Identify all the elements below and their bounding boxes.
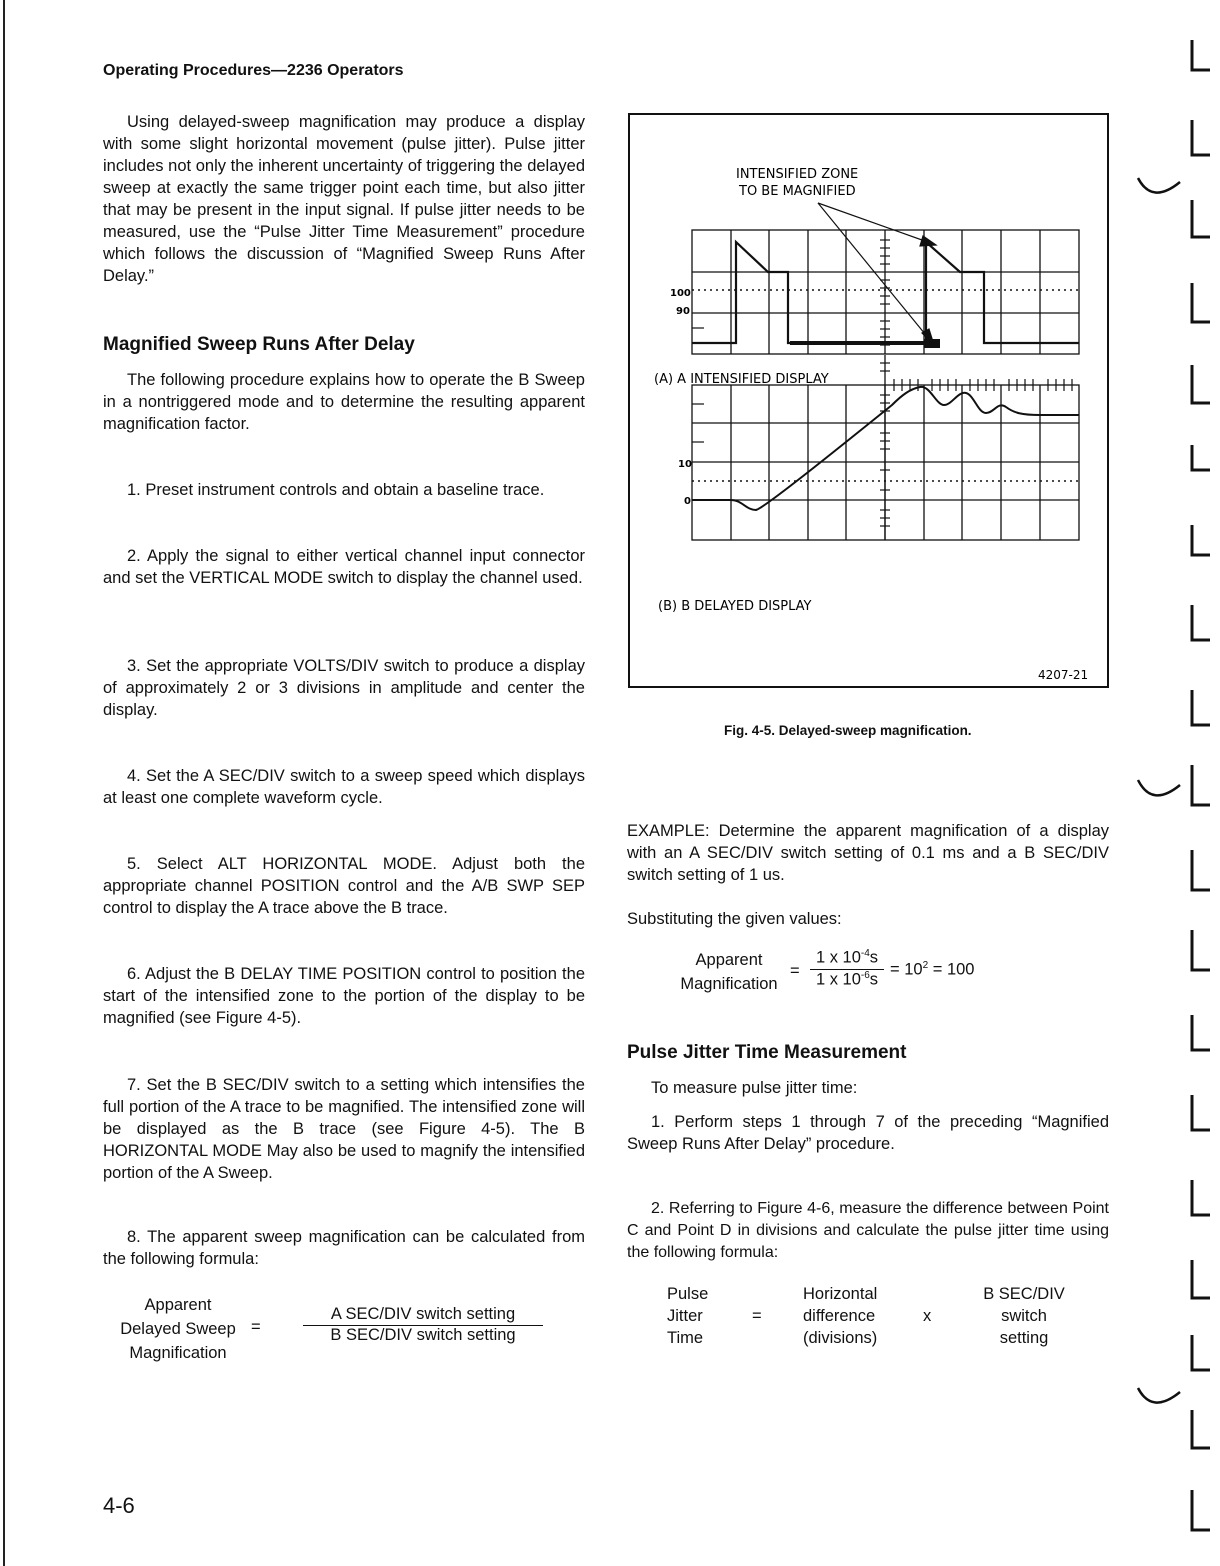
tick-90-label: 90 [676, 306, 690, 317]
tick-100-label: 100 [670, 288, 691, 299]
figure-4-5 [628, 113, 1109, 688]
jitter-col2-line2: difference [803, 1307, 876, 1325]
jitter-col1-line1: Pulse [667, 1285, 709, 1303]
example-lhs-line1: Apparent [695, 951, 763, 969]
example-numerator: 1 x $10^{-4}s$ [810, 948, 884, 970]
section-heading-pulse-jitter: Pulse Jitter Time Measurement [627, 1042, 907, 1063]
formula-equals: = [251, 1318, 261, 1336]
jitter-col2-line1: Horizontal [803, 1285, 878, 1303]
formula-fraction [303, 1305, 543, 1345]
jitter-col1-line2: Jitter [667, 1307, 703, 1325]
jitter-step-2: 2. Referring to Figure 4-6, measure the difference between Point C and Point D in divisions and calculate the pulse jitter time using the following formula: [627, 1200, 1109, 1261]
upper-graticule [692, 230, 1079, 354]
step-1: 1. Preset instrument controls and obtain a baseline trace. [127, 481, 545, 499]
step-2: 2. Apply the signal to either vertical channel input connector and set the VERTICAL MODE switch to display the channel used. [103, 547, 585, 587]
step-7: 7. Set the B SEC/DIV switch to a setting which intensifies the full portion of the A trace to be magnified. The intensified zone will be displayed as the B trace (see Figure 4-5). The B HORIZONTAL MODE May also be used to magnify the intensified portion of the A Sweep. [103, 1076, 585, 1182]
example-result: = $10^2 = 100$ [890, 960, 975, 979]
jitter-times: x [923, 1307, 932, 1325]
binding-edge-marks [1130, 0, 1220, 1566]
example-fraction [810, 948, 884, 989]
jitter-col2-line3: (divisions) [803, 1329, 878, 1347]
jitter-col3-line3: setting [999, 1329, 1049, 1347]
figure-caption: Fig. 4-5. Delayed-sweep magnification. [724, 723, 972, 738]
example-lhs [668, 948, 790, 996]
example-lhs-line2: Magnification [680, 975, 778, 993]
step-5: 5. Select ALT HORIZONTAL MODE. Adjust both the appropriate channel POSITION control and the A/B SWP SEP control to display the A trace above the B trace. [103, 855, 585, 917]
running-header: Operating Procedures—2236 Operators [103, 62, 404, 79]
label-a-intensified-display: (A) A INTENSIFIED DISPLAY [654, 372, 829, 387]
page-number: 4-6 [103, 1493, 135, 1518]
formula-lhs-line3: Magnification [129, 1344, 227, 1362]
jitter-formula-col1 [667, 1283, 708, 1349]
lower-center-ticks [692, 363, 890, 526]
jitter-equals: = [752, 1307, 762, 1325]
example-paragraph: EXAMPLE: Determine the apparent magnification of a display with an A SEC/DIV switch setting of 0.1 ms and a B SEC/DIV switch setting of 1 us. [627, 822, 1109, 884]
oscilloscope-diagram [630, 115, 1111, 690]
tick-0-label: 0 [684, 496, 691, 507]
section-heading-magnified-sweep: Magnified Sweep Runs After Delay [103, 334, 415, 355]
jitter-col3-line1: B SEC/DIV [983, 1285, 1065, 1303]
jitter-col3-line2: switch [1001, 1307, 1047, 1325]
jitter-col1-line3: Time [667, 1329, 704, 1347]
formula-lhs-line2: Delayed Sweep [120, 1320, 236, 1338]
step-6: 6. Adjust the B DELAY TIME POSITION control to position the start of the intensified zone to the portion of the display to be magnified (see Figure 4-5). [103, 965, 585, 1027]
formula-denominator: B SEC/DIV switch setting [330, 1326, 516, 1344]
magnification-formula-lhs [103, 1293, 253, 1365]
step-3: 3. Set the appropriate VOLTS/DIV switch to produce a display of approximately 2 or 3 divisions in amplitude and center the display. [103, 657, 585, 719]
jitter-formula-col2 [803, 1283, 877, 1349]
jitter-formula-col3 [978, 1283, 1070, 1349]
intro-paragraph: Using delayed-sweep magnification may produce a display with some slight horizontal movement (pulse jitter). Pulse jitter includes not only the inherent uncertainty of triggering the delayed sweep at exactly the same trigger point each time, but also jitter that may be present in the input signal. If pulse jitter needs to be measured, use the “Pulse Jitter Time Measurement” procedure which follows the discussion of “Magnified Sweep Runs After Delay.” [103, 113, 585, 285]
figure-id: 4207-21 [1038, 668, 1089, 682]
section2-intro: To measure pulse jitter time: [651, 1079, 858, 1097]
section1-intro: The following procedure explains how to operate the B Sweep in a nontriggered mode and to determine the resulting apparent magnification factor. [103, 371, 585, 433]
page-left-border [3, 0, 5, 1566]
zone-label-line1: INTENSIFIED ZONE [736, 167, 859, 182]
formula-numerator: A SEC/DIV switch setting [303, 1305, 543, 1326]
jitter-step-1: 1. Perform steps 1 through 7 of the preceding “Magnified Sweep Runs After Delay” procedure. [627, 1113, 1109, 1153]
step-4: 4. Set the A SEC/DIV switch to a sweep speed which displays at least one complete waveform cycle. [103, 767, 585, 807]
upper-center-ticks [692, 240, 890, 345]
zone-pointer-arrows [818, 203, 936, 345]
step-8: 8. The apparent sweep magnification can be calculated from the following formula: [103, 1228, 585, 1268]
zone-label-line2: TO BE MAGNIFIED [739, 184, 856, 199]
example-denominator: 1 x $10^{-6}s$ [815, 969, 879, 988]
tick-10-label: 10 [678, 459, 692, 470]
example-equals: = [790, 962, 800, 980]
substituting-text: Substituting the given values: [627, 910, 842, 928]
label-b-delayed-display: (B) B DELAYED DISPLAY [658, 599, 812, 614]
formula-lhs-line1: Apparent [144, 1296, 212, 1314]
